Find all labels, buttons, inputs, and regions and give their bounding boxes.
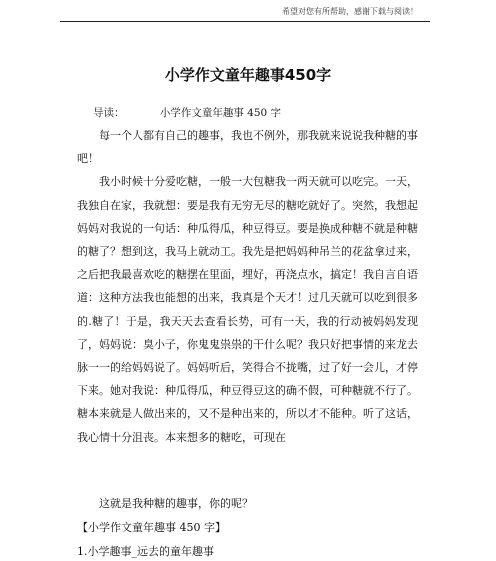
paragraph-story: 我小时候十分爱吃糖，一般一大包糖我一两天就可以吃完。一天，我独自在家，我就想：要是我有无穷无尽的糖吃就好了。突然，我想起妈妈对我说的一句话：种瓜得瓜，种豆得豆。要是换成种糖不就是种糖的糖了？想到这，我马上就动工。我先是把妈妈种吊兰的花盆拿过来，之后把我最喜欢吃的糖摆在里面，埋好，再浇点水，搞定！我自言自语道：这种方法我也能想的出来，我真是个天才！过几天就可以吃到很多的.糖了！于是，我天天去查看长势，可有一天，我的行动被妈妈发现了，妈妈说：臭小子，你鬼鬼祟祟的干什么呢？我只好把事情的来龙去脉一一的给妈妈说了。妈妈听后，笑得合不拢嘴，过了好一会儿，才停下来。她对我说：种瓜得瓜，种豆得豆这的确不假，可种糖就不行了。糖本来就是人做出来的，又不是种出来的，所以才不能种。听了这话，我心情十分沮丧。本来想多的糖吃，可现在 (77, 175, 418, 444)
guide-label: 导读： (93, 107, 125, 119)
header-note: 希望对您有所帮助，感谢下载与阅读！ (282, 7, 418, 16)
list-item: 1.小学趣事_远去的童年趣事 (77, 545, 214, 558)
guide-text: 小学作文童年趣事 450 字 (159, 107, 282, 119)
guide-line (93, 105, 281, 120)
document-title: 小学作文童年趣事450字 (164, 66, 332, 84)
paragraph-intro: 每一个人都有自己的趣事，我也不例外，那我就来说说我种糖的事吧！ (77, 129, 418, 166)
section-heading: 【小学作文童年趣事 450 字】 (77, 521, 226, 534)
header-divider (60, 21, 430, 22)
article-body (77, 124, 418, 449)
closing-line: 这就是我种糖的趣事，你的呢？ (99, 497, 253, 510)
